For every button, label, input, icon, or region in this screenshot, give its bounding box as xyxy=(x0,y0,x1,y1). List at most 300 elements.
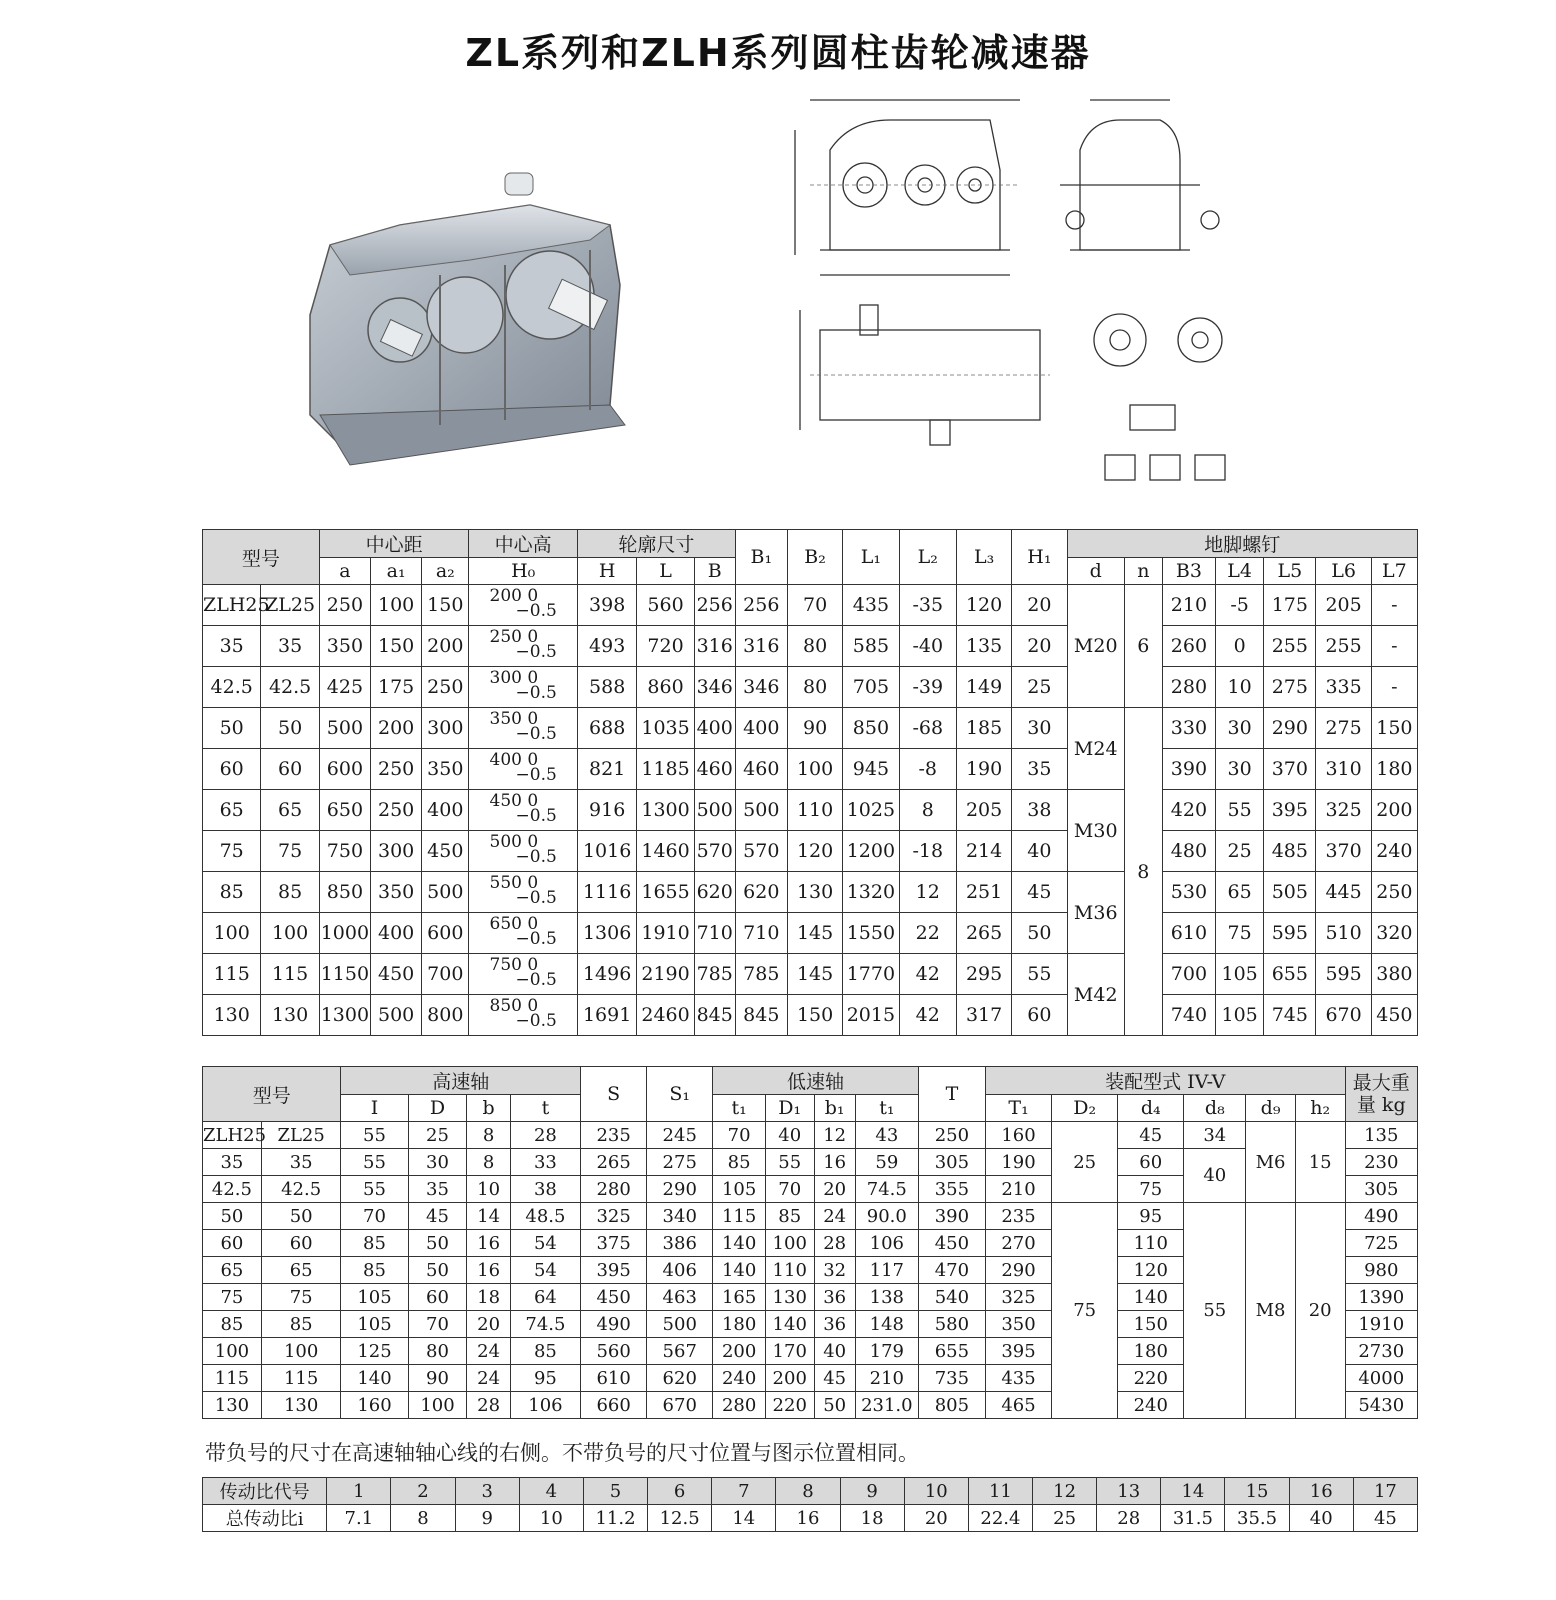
cell2-T1: 160 xyxy=(985,1122,1051,1149)
cell-L4: -5 xyxy=(1216,585,1264,626)
col2-S1: S₁ xyxy=(647,1067,713,1122)
cell2-t1: 90.0 xyxy=(855,1203,918,1230)
cell-L5: 395 xyxy=(1264,790,1316,831)
cell-B3: 260 xyxy=(1162,626,1215,667)
cell-L4: 30 xyxy=(1216,708,1264,749)
cell-L3: 120 xyxy=(956,585,1011,626)
ratio-value: 31.5 xyxy=(1161,1505,1225,1532)
cell2-T1: 235 xyxy=(985,1203,1051,1230)
cell-a2: 400 xyxy=(422,790,469,831)
ratio-value: 10 xyxy=(519,1505,583,1532)
col2-t: t xyxy=(510,1095,580,1122)
cell-a2: 150 xyxy=(422,585,469,626)
cell-zl: 85 xyxy=(261,872,319,913)
cell2-S1: 340 xyxy=(647,1203,713,1230)
cell2-S1: 670 xyxy=(647,1392,713,1419)
col2-b: b xyxy=(467,1095,510,1122)
cell-L3: 205 xyxy=(956,790,1011,831)
cell-L2: 22 xyxy=(899,913,956,954)
cell-H: 588 xyxy=(577,667,636,708)
cell-zl: ZL25 xyxy=(261,585,319,626)
cell2-D: 50 xyxy=(408,1257,467,1284)
cell-L6: 325 xyxy=(1316,790,1371,831)
col-H1: H₁ xyxy=(1012,530,1067,585)
cell-zl: 130 xyxy=(261,995,319,1036)
cell2-b1: 24 xyxy=(814,1203,855,1230)
ratio-code: 10 xyxy=(904,1478,968,1505)
cell2-t1: 148 xyxy=(855,1311,918,1338)
cell2-t1: 210 xyxy=(855,1365,918,1392)
cell2-T: 390 xyxy=(918,1203,985,1230)
cell2-d4: 140 xyxy=(1118,1284,1184,1311)
cell-zl: 75 xyxy=(261,831,319,872)
ratio-value: 18 xyxy=(840,1505,904,1532)
cell2-T1: 210 xyxy=(985,1176,1051,1203)
cell-h0: 850 0 −0.5 xyxy=(469,995,578,1036)
col-B2: B₂ xyxy=(787,530,842,585)
cell2-D: 60 xyxy=(408,1284,467,1311)
cell-L6: 310 xyxy=(1316,749,1371,790)
cell-L5: 255 xyxy=(1264,626,1316,667)
cell-B: 316 xyxy=(694,626,735,667)
col-L5: L5 xyxy=(1264,558,1316,585)
cell-B3: 210 xyxy=(1162,585,1215,626)
ratio-value: 45 xyxy=(1353,1505,1417,1532)
cell-L6: 510 xyxy=(1316,913,1371,954)
col2-max-weight: 最大重量 kg xyxy=(1345,1067,1418,1122)
cell2-T: 470 xyxy=(918,1257,985,1284)
cell2-I: 55 xyxy=(341,1122,408,1149)
cell2-zlh: 65 xyxy=(203,1257,262,1284)
cell-L: 860 xyxy=(637,667,694,708)
col-center-distance: 中心距 xyxy=(319,530,469,558)
cell2-T1: 190 xyxy=(985,1149,1051,1176)
cell-a: 1150 xyxy=(319,954,370,995)
cell2-zl: 75 xyxy=(261,1284,341,1311)
col2-d9: d₉ xyxy=(1246,1095,1296,1122)
cell-d: M30 xyxy=(1067,790,1124,872)
cell2-b1: 32 xyxy=(814,1257,855,1284)
col2-D1: D₁ xyxy=(765,1095,814,1122)
cell2-b: 8 xyxy=(467,1122,510,1149)
cell-L3: 295 xyxy=(956,954,1011,995)
cell-B1: 785 xyxy=(735,954,787,995)
col2-I: I xyxy=(341,1095,408,1122)
cell2-t: 38 xyxy=(510,1176,580,1203)
cell-L6: 255 xyxy=(1316,626,1371,667)
ratio-code: 12 xyxy=(1033,1478,1097,1505)
cell2-T1: 350 xyxy=(985,1311,1051,1338)
table-row xyxy=(203,1149,1418,1176)
col-foot-bolts: 地脚螺钉 xyxy=(1067,530,1417,558)
cell2-zlh: 42.5 xyxy=(203,1176,262,1203)
col-B3: B3 xyxy=(1162,558,1215,585)
cell-zlh: 115 xyxy=(203,954,261,995)
cell-d: M20 xyxy=(1067,585,1124,708)
cell-zl: 65 xyxy=(261,790,319,831)
col-a1: a₁ xyxy=(371,558,422,585)
cell-L: 1300 xyxy=(637,790,694,831)
cell2-zl: 50 xyxy=(261,1203,341,1230)
cell-B: 400 xyxy=(694,708,735,749)
table-row xyxy=(203,872,1418,913)
cell-B3: 740 xyxy=(1162,995,1215,1036)
cell-L: 1910 xyxy=(637,913,694,954)
cell-B3: 330 xyxy=(1162,708,1215,749)
cell-L1: 435 xyxy=(843,585,899,626)
col2-assembly: 装配型式 IV-V xyxy=(985,1067,1345,1095)
cell-H1: 45 xyxy=(1012,872,1067,913)
cell-L2: -35 xyxy=(899,585,956,626)
cell2-zlh: 85 xyxy=(203,1311,262,1338)
col-H: H xyxy=(577,558,636,585)
cell-h0: 650 0 −0.5 xyxy=(469,913,578,954)
cell2-D: 30 xyxy=(408,1149,467,1176)
cell2-t: 85 xyxy=(510,1338,580,1365)
cell-a1: 450 xyxy=(371,954,422,995)
ratio-value: 11.2 xyxy=(583,1505,647,1532)
col2-h2: h₂ xyxy=(1295,1095,1345,1122)
table-row xyxy=(203,667,1418,708)
cell-L1: 1770 xyxy=(843,954,899,995)
cell2-t1: 106 xyxy=(855,1230,918,1257)
cell2-zl: ZL25 xyxy=(261,1122,341,1149)
cell-a: 650 xyxy=(319,790,370,831)
cell-zlh: 85 xyxy=(203,872,261,913)
col2-t1: t₁ xyxy=(855,1095,918,1122)
cell2-S: 325 xyxy=(581,1203,647,1230)
cell-zlh: 65 xyxy=(203,790,261,831)
cell-B1: 845 xyxy=(735,995,787,1036)
cell-B3: 700 xyxy=(1162,954,1215,995)
col-outline: 轮廓尺寸 xyxy=(577,530,735,558)
col-L4: L4 xyxy=(1216,558,1264,585)
cell2-t1: 179 xyxy=(855,1338,918,1365)
cell-L3: 317 xyxy=(956,995,1011,1036)
cell2-T: 540 xyxy=(918,1284,985,1311)
cell-zl: 60 xyxy=(261,749,319,790)
cell2-D1: 220 xyxy=(765,1392,814,1419)
cell-B2: 150 xyxy=(787,995,842,1036)
col2-high-speed: 高速轴 xyxy=(341,1067,581,1095)
col2-D: D xyxy=(408,1095,467,1122)
cell-a: 850 xyxy=(319,872,370,913)
col2-D2: D₂ xyxy=(1052,1095,1118,1122)
cell2-weight: 4000 xyxy=(1345,1365,1418,1392)
cell-a2: 200 xyxy=(422,626,469,667)
cell-L6: 205 xyxy=(1316,585,1371,626)
cell-B1: 316 xyxy=(735,626,787,667)
cell2-d4: 45 xyxy=(1118,1122,1184,1149)
gearbox-photo xyxy=(290,165,670,465)
cell2-S1: 620 xyxy=(647,1365,713,1392)
cell2-D1: 40 xyxy=(765,1122,814,1149)
col2-T1: T₁ xyxy=(985,1095,1051,1122)
cell-L1: 705 xyxy=(843,667,899,708)
cell-H: 1691 xyxy=(577,995,636,1036)
cell2-t1: 138 xyxy=(855,1284,918,1311)
ratio-value: 20 xyxy=(904,1505,968,1532)
cell-a1: 150 xyxy=(371,626,422,667)
cell2-b: 8 xyxy=(467,1149,510,1176)
cell2-b1: 20 xyxy=(814,1176,855,1203)
cell-L2: -8 xyxy=(899,749,956,790)
cell-zl: 42.5 xyxy=(261,667,319,708)
cell2-S1: 275 xyxy=(647,1149,713,1176)
cell2-D1: 55 xyxy=(765,1149,814,1176)
cell2-D1: 140 xyxy=(765,1311,814,1338)
cell-n: 8 xyxy=(1124,708,1162,1036)
cell-d: M42 xyxy=(1067,954,1124,1036)
cell-B3: 420 xyxy=(1162,790,1215,831)
ratio-code: 2 xyxy=(391,1478,455,1505)
cell-a1: 100 xyxy=(371,585,422,626)
col2-S: S xyxy=(581,1067,647,1122)
cell2-D1: 85 xyxy=(765,1203,814,1230)
col-B: B xyxy=(694,558,735,585)
cell-L: 2460 xyxy=(637,995,694,1036)
cell2-I: 85 xyxy=(341,1230,408,1257)
cell-B2: 70 xyxy=(787,585,842,626)
cell2-b1: 50 xyxy=(814,1392,855,1419)
cell-a2: 350 xyxy=(422,749,469,790)
cell-H: 493 xyxy=(577,626,636,667)
cell-B2: 120 xyxy=(787,831,842,872)
cell2-t1: 43 xyxy=(855,1122,918,1149)
cell2-lt: 240 xyxy=(713,1365,766,1392)
cell-h0: 550 0 −0.5 xyxy=(469,872,578,913)
cell-L: 2190 xyxy=(637,954,694,995)
cell2-zlh: 50 xyxy=(203,1203,262,1230)
cell-a1: 250 xyxy=(371,749,422,790)
cell2-S: 280 xyxy=(581,1176,647,1203)
cell2-I: 55 xyxy=(341,1149,408,1176)
cell2-T: 735 xyxy=(918,1365,985,1392)
cell2-weight: 2730 xyxy=(1345,1338,1418,1365)
cell2-lt: 140 xyxy=(713,1257,766,1284)
cell-L6: 370 xyxy=(1316,831,1371,872)
cell-L1: 945 xyxy=(843,749,899,790)
cell2-b1: 40 xyxy=(814,1338,855,1365)
cell2-T: 805 xyxy=(918,1392,985,1419)
ratio-code: 15 xyxy=(1225,1478,1289,1505)
cell2-d4: 95 xyxy=(1118,1203,1184,1230)
ratio-code: 1 xyxy=(327,1478,391,1505)
cell-L4: 65 xyxy=(1216,872,1264,913)
cell-B: 460 xyxy=(694,749,735,790)
cell2-D1: 100 xyxy=(765,1230,814,1257)
col-L7: L7 xyxy=(1371,558,1417,585)
cell2-d8: 40 xyxy=(1184,1149,1246,1203)
table-row xyxy=(203,954,1418,995)
table-row xyxy=(203,585,1418,626)
cell2-I: 85 xyxy=(341,1257,408,1284)
cell2-d4: 240 xyxy=(1118,1392,1184,1419)
cell-L7: - xyxy=(1371,667,1417,708)
ratio-value: 7.1 xyxy=(327,1505,391,1532)
cell-zlh: ZLH25 xyxy=(203,585,261,626)
col-n: n xyxy=(1124,558,1162,585)
cell2-zlh: ZLH25 xyxy=(203,1122,262,1149)
cell2-I: 105 xyxy=(341,1311,408,1338)
cell2-lt: 70 xyxy=(713,1122,766,1149)
col2-d8: d₈ xyxy=(1184,1095,1246,1122)
cell-L: 1185 xyxy=(637,749,694,790)
cell-h0: 750 0 −0.5 xyxy=(469,954,578,995)
cell-B1: 620 xyxy=(735,872,787,913)
ratio-code: 13 xyxy=(1097,1478,1161,1505)
ratio-value: 8 xyxy=(391,1505,455,1532)
cell-L7: 150 xyxy=(1371,708,1417,749)
cell-L1: 2015 xyxy=(843,995,899,1036)
cell-B: 710 xyxy=(694,913,735,954)
cell2-lt: 140 xyxy=(713,1230,766,1257)
cell-a: 1300 xyxy=(319,995,370,1036)
cell-a1: 175 xyxy=(371,667,422,708)
cell-L5: 655 xyxy=(1264,954,1316,995)
cell2-weight: 490 xyxy=(1345,1203,1418,1230)
cell2-S1: 290 xyxy=(647,1176,713,1203)
cell-L5: 370 xyxy=(1264,749,1316,790)
dimension-drawing xyxy=(790,90,1290,500)
cell-h0: 350 0 −0.5 xyxy=(469,708,578,749)
cell2-t: 28 xyxy=(510,1122,580,1149)
cell-a1: 400 xyxy=(371,913,422,954)
cell-B3: 480 xyxy=(1162,831,1215,872)
cell-a: 425 xyxy=(319,667,370,708)
cell2-t: 74.5 xyxy=(510,1311,580,1338)
cell2-D: 25 xyxy=(408,1122,467,1149)
cell-B3: 390 xyxy=(1162,749,1215,790)
ratio-code: 6 xyxy=(648,1478,712,1505)
ratio-value: 35.5 xyxy=(1225,1505,1289,1532)
cell2-t1: 231.0 xyxy=(855,1392,918,1419)
cell-L5: 275 xyxy=(1264,667,1316,708)
cell-L1: 1025 xyxy=(843,790,899,831)
ratio-code: 17 xyxy=(1353,1478,1417,1505)
cell2-T1: 270 xyxy=(985,1230,1051,1257)
cell-L2: -39 xyxy=(899,667,956,708)
cell-B2: 90 xyxy=(787,708,842,749)
cell2-S: 375 xyxy=(581,1230,647,1257)
table-row xyxy=(203,749,1418,790)
cell-B: 785 xyxy=(694,954,735,995)
cell-B1: 400 xyxy=(735,708,787,749)
cell-H1: 35 xyxy=(1012,749,1067,790)
cell-H: 1496 xyxy=(577,954,636,995)
cell-L7: 450 xyxy=(1371,995,1417,1036)
cell-L4: 30 xyxy=(1216,749,1264,790)
shaft-table xyxy=(202,1066,1418,1419)
cell2-S1: 386 xyxy=(647,1230,713,1257)
cell2-zl: 115 xyxy=(261,1365,341,1392)
col2-b1: b₁ xyxy=(814,1095,855,1122)
cell-d: M24 xyxy=(1067,708,1124,790)
cell2-weight: 5430 xyxy=(1345,1392,1418,1419)
cell-B3: 610 xyxy=(1162,913,1215,954)
cell-L4: 105 xyxy=(1216,954,1264,995)
cell2-weight: 1910 xyxy=(1345,1311,1418,1338)
cell2-I: 140 xyxy=(341,1365,408,1392)
cell-H: 916 xyxy=(577,790,636,831)
cell-B2: 145 xyxy=(787,954,842,995)
col-L: L xyxy=(637,558,694,585)
cell-L: 1655 xyxy=(637,872,694,913)
cell-d: M36 xyxy=(1067,872,1124,954)
cell-L7: 380 xyxy=(1371,954,1417,995)
cell2-lt: 280 xyxy=(713,1392,766,1419)
ratio-code-label: 传动比代号 xyxy=(203,1478,327,1505)
cell2-zlh: 115 xyxy=(203,1365,262,1392)
cell-L5: 175 xyxy=(1264,585,1316,626)
cell-zlh: 35 xyxy=(203,626,261,667)
cell-a: 350 xyxy=(319,626,370,667)
cell2-I: 125 xyxy=(341,1338,408,1365)
cell2-zl: 65 xyxy=(261,1257,341,1284)
ratio-code: 11 xyxy=(968,1478,1032,1505)
cell-n: 6 xyxy=(1124,585,1162,708)
cell-zl: 100 xyxy=(261,913,319,954)
cell-L3: 185 xyxy=(956,708,1011,749)
col2-low-speed: 低速轴 xyxy=(713,1067,919,1095)
cell-L6: 335 xyxy=(1316,667,1371,708)
table-row xyxy=(203,913,1418,954)
cell-h0: 500 0 −0.5 xyxy=(469,831,578,872)
cell-B1: 460 xyxy=(735,749,787,790)
cell-L7: 240 xyxy=(1371,831,1417,872)
cell2-D1: 200 xyxy=(765,1365,814,1392)
cell-L2: 12 xyxy=(899,872,956,913)
cell2-zl: 100 xyxy=(261,1338,341,1365)
cell-a1: 300 xyxy=(371,831,422,872)
cell-B1: 710 xyxy=(735,913,787,954)
cell2-S1: 406 xyxy=(647,1257,713,1284)
cell-H: 688 xyxy=(577,708,636,749)
cell-L1: 850 xyxy=(843,708,899,749)
col-L1: L₁ xyxy=(843,530,899,585)
cell-h0: 400 0 −0.5 xyxy=(469,749,578,790)
cell-a1: 500 xyxy=(371,995,422,1036)
ratio-value: 25 xyxy=(1033,1505,1097,1532)
cell2-T: 655 xyxy=(918,1338,985,1365)
cell2-b1: 36 xyxy=(814,1311,855,1338)
cell2-d9: M6 xyxy=(1246,1122,1296,1203)
cell-L7: - xyxy=(1371,626,1417,667)
cell-L4: 75 xyxy=(1216,913,1264,954)
cell2-zl: 42.5 xyxy=(261,1176,341,1203)
cell2-I: 105 xyxy=(341,1284,408,1311)
cell2-t: 106 xyxy=(510,1392,580,1419)
cell2-lt: 165 xyxy=(713,1284,766,1311)
cell2-b: 20 xyxy=(467,1311,510,1338)
cell2-lt: 105 xyxy=(713,1176,766,1203)
cell-B3: 530 xyxy=(1162,872,1215,913)
cell-L1: 1320 xyxy=(843,872,899,913)
cell2-T: 450 xyxy=(918,1230,985,1257)
cell-H1: 60 xyxy=(1012,995,1067,1036)
cell2-weight: 725 xyxy=(1345,1230,1418,1257)
cell-B3: 280 xyxy=(1162,667,1215,708)
ratio-code: 7 xyxy=(712,1478,776,1505)
cell-L3: 214 xyxy=(956,831,1011,872)
cell2-I: 55 xyxy=(341,1176,408,1203)
cell-H: 1116 xyxy=(577,872,636,913)
cell2-b: 28 xyxy=(467,1392,510,1419)
cell2-weight: 135 xyxy=(1345,1122,1418,1149)
cell-B: 256 xyxy=(694,585,735,626)
cell2-I: 160 xyxy=(341,1392,408,1419)
ratio-value: 16 xyxy=(776,1505,840,1532)
